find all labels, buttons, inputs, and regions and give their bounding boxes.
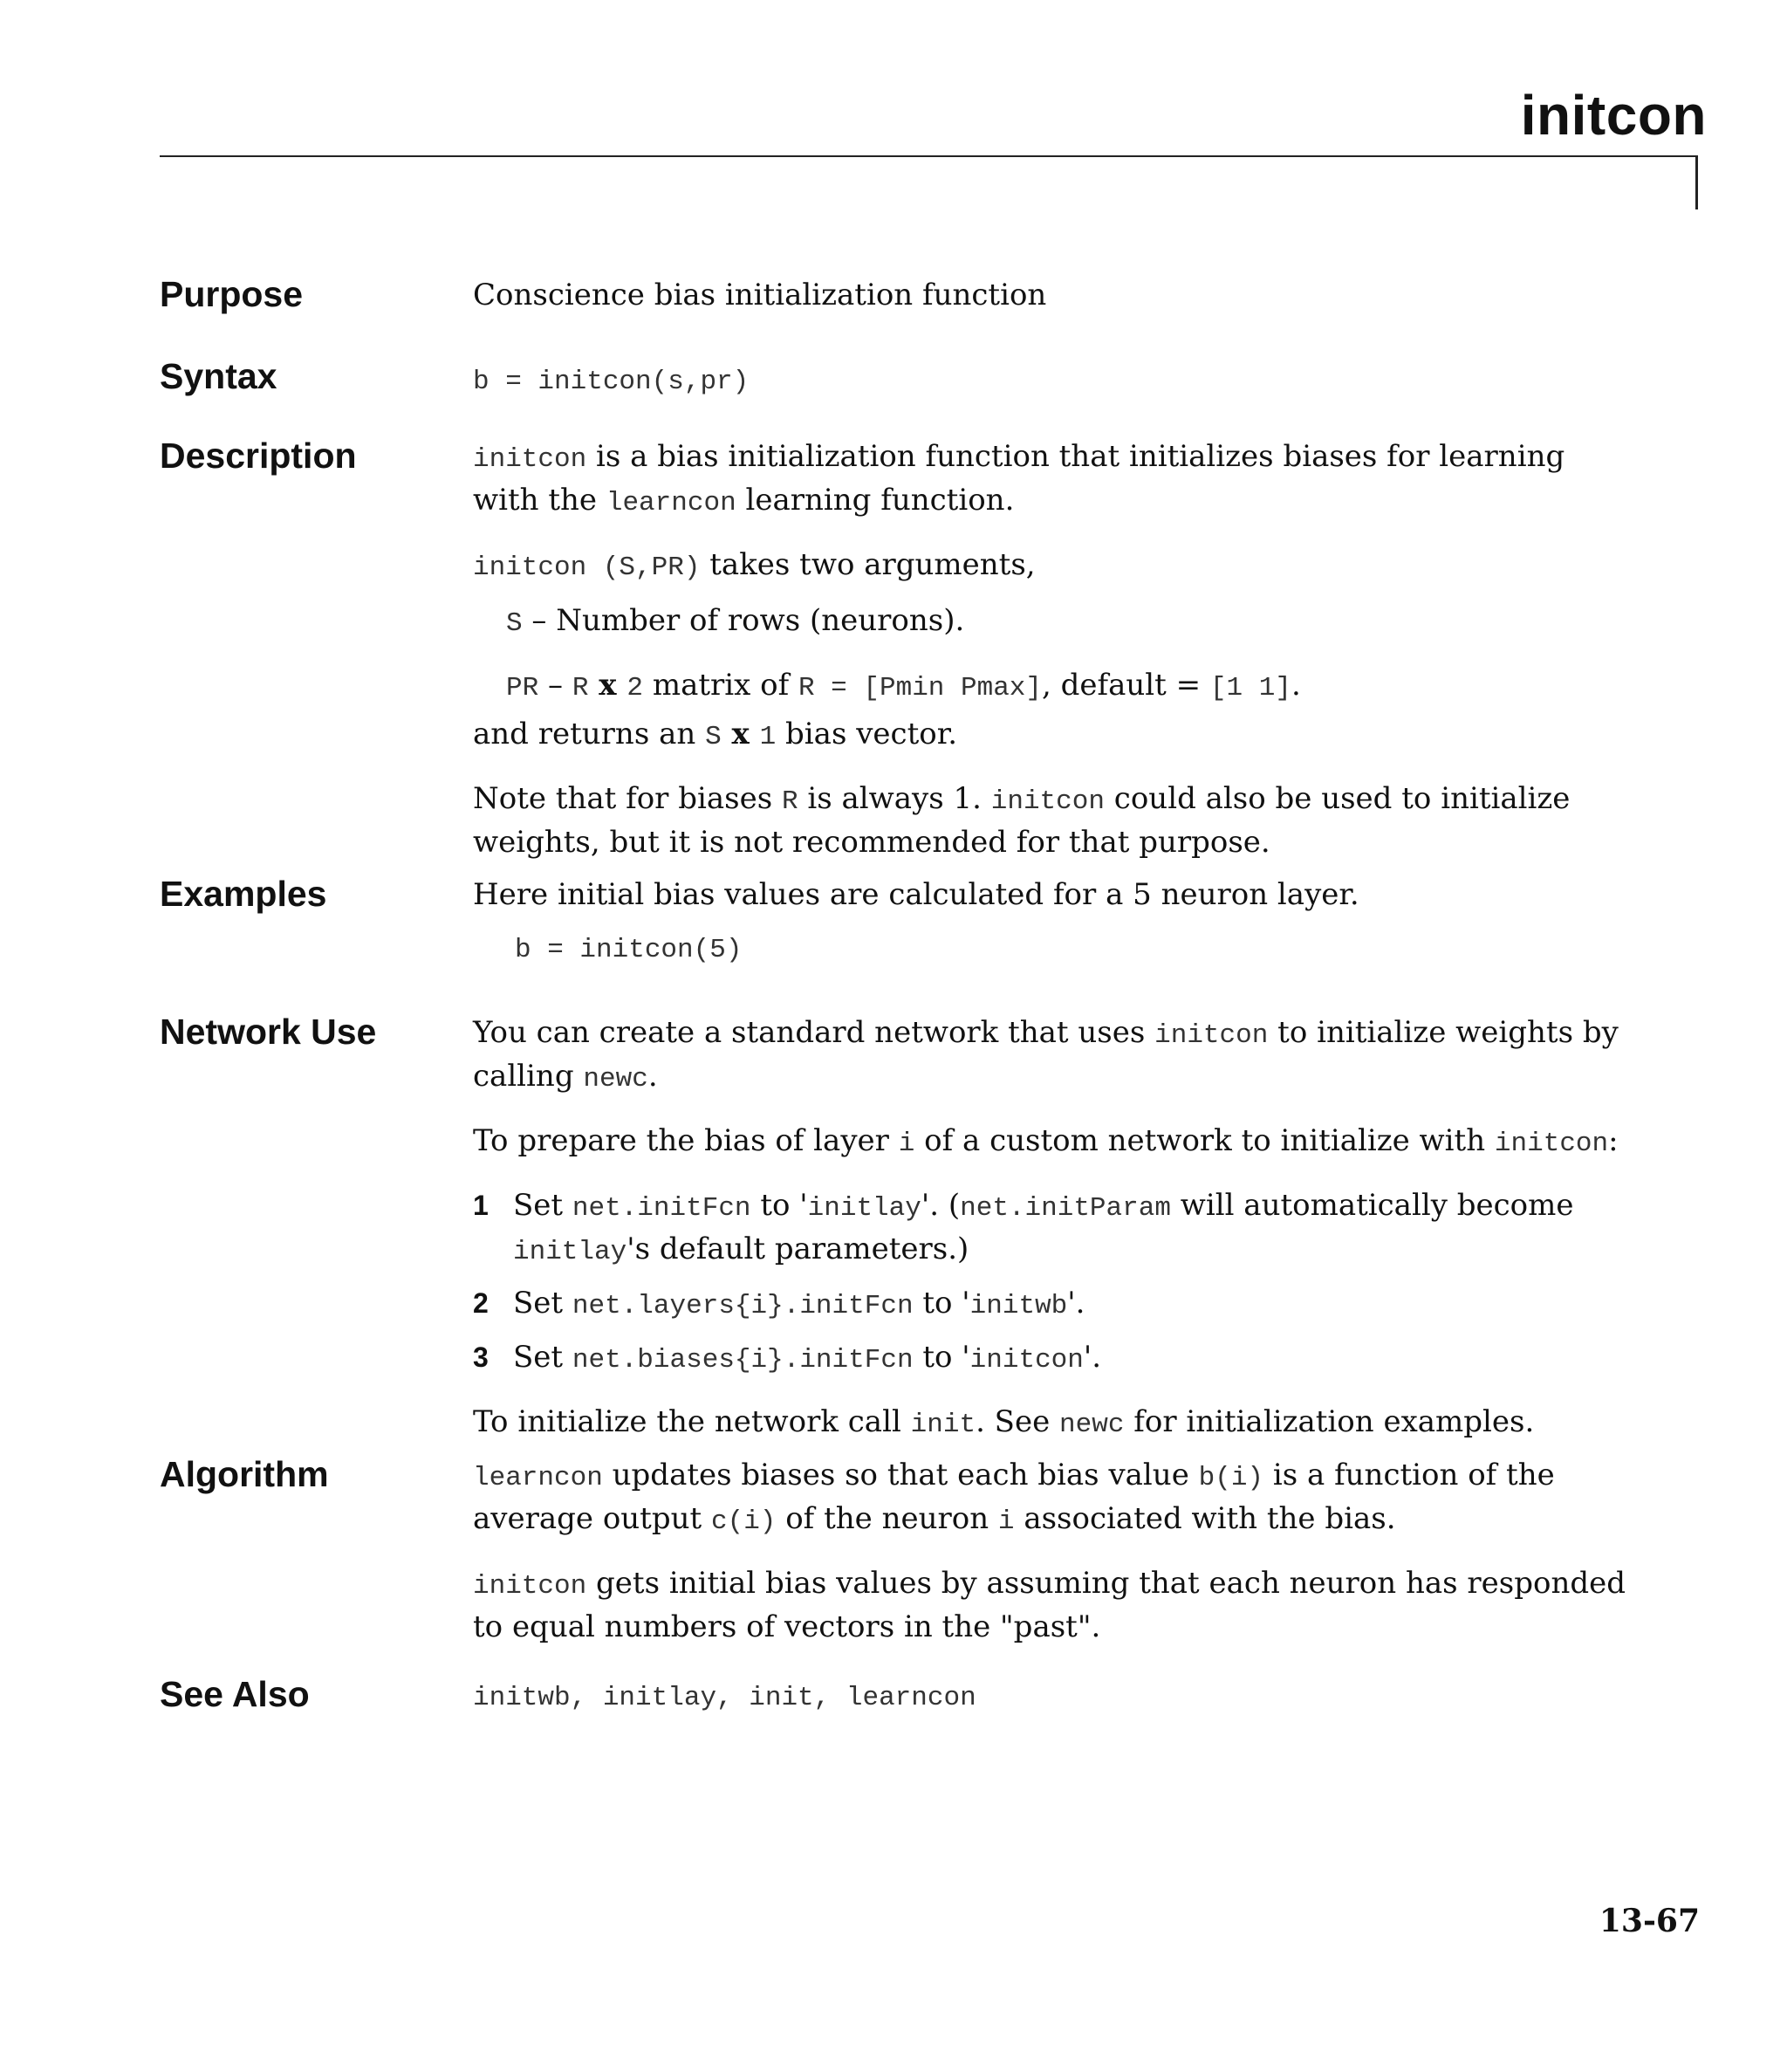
step-number: 1 — [473, 1190, 489, 1221]
inline-code: 2 — [626, 673, 644, 703]
inline-code: initcon (S,PR) — [473, 552, 701, 583]
inline-code: initcon — [473, 444, 587, 475]
algorithm-paragraph-1: learncon updates biases so that each bias value b(i) is a function of the average output c(i) of the neuron i associated with the bias. — [473, 1458, 1555, 1537]
page-number: 13-67 — [1599, 1903, 1700, 1939]
inline-code: newc — [1059, 1410, 1125, 1440]
examples-code: b = initcon(5) — [515, 935, 743, 965]
inline-code: initwb — [969, 1291, 1068, 1321]
inline-code: initcon — [990, 786, 1105, 817]
header-rule-tick — [1695, 155, 1698, 209]
inline-code: initlay — [513, 1237, 627, 1267]
section-label-see-also: See Also — [160, 1674, 310, 1714]
examples-body — [473, 875, 1633, 991]
examples-text: Here initial bias values are calculated for a 5 neuron layer. — [473, 877, 1359, 912]
inline-code: S — [506, 608, 523, 639]
inline-code: R = [Pmin Pmax] — [798, 673, 1043, 703]
syntax-body — [473, 362, 1633, 423]
description-paragraph-4: Note that for biases R is always 1. initcon could also be used to initialize weights, but it is not recommended for that purpose. — [473, 781, 1571, 860]
network-use-paragraph-2: To prepare the bias of layer i of a custom network to initialize with initcon: — [473, 1123, 1619, 1159]
inline-code: R — [572, 673, 589, 703]
inline-code: initcon — [1154, 1020, 1269, 1051]
section-label-purpose: Purpose — [160, 274, 304, 314]
inline-code: c(i) — [710, 1506, 777, 1537]
network-use-steps — [473, 1185, 1633, 1381]
inline-code: b(i) — [1198, 1463, 1264, 1493]
purpose-text: Conscience bias initialization function — [473, 278, 1047, 312]
list-item: 3 Set net.biases{i}.initFcn to 'initcon'. — [473, 1337, 1633, 1381]
inline-code: [1 1] — [1209, 673, 1291, 703]
inline-code: init — [910, 1410, 976, 1440]
inline-code: net.layers{i}.initFcn — [572, 1291, 914, 1321]
inline-code: net.initFcn — [572, 1193, 751, 1224]
inline-code: initcon — [969, 1345, 1084, 1376]
algorithm-paragraph-2: initcon gets initial bias values by assuming that each neuron has responded to equal numbers of vectors in the "past". — [473, 1566, 1626, 1644]
list-item: 1 Set net.initFcn to 'initlay'. (net.initParam will automatically become initlay's default parameters.) — [473, 1185, 1633, 1273]
inline-code: net.biases{i}.initFcn — [572, 1345, 914, 1376]
inline-code: learncon — [473, 1463, 603, 1493]
list-item: 2 Set net.layers{i}.initFcn to 'initwb'. — [473, 1283, 1633, 1327]
description-paragraph-3: and returns an S x 1 bias vector. — [473, 717, 958, 752]
network-use-paragraph-3: To initialize the network call init. See newc for initialization examples. — [473, 1404, 1535, 1440]
inline-code: learncon — [606, 488, 736, 518]
inline-code: PR — [506, 673, 539, 703]
inline-code: S — [705, 722, 722, 752]
section-label-syntax: Syntax — [160, 356, 277, 396]
network-use-body — [473, 1012, 1633, 1466]
section-label-examples: Examples — [160, 874, 327, 914]
argument-s: S – Number of rows (neurons). — [506, 603, 965, 639]
page-title: initcon — [1520, 84, 1707, 147]
inline-code: R — [781, 786, 798, 817]
inline-code: initcon — [1494, 1129, 1609, 1159]
description-paragraph-2: initcon (S,PR) takes two arguments, — [473, 547, 1036, 583]
header-rule — [160, 155, 1697, 157]
inline-code: initcon — [473, 1571, 587, 1602]
description-paragraph-1: initcon is a bias initialization function that initializes biases for learning with the learncon learning function. — [473, 439, 1565, 518]
see-also-body — [473, 1678, 1633, 1739]
section-label-network-use: Network Use — [160, 1012, 377, 1052]
section-label-description: Description — [160, 436, 357, 476]
inline-code: net.initParam — [960, 1193, 1171, 1224]
see-also-links: initwb, initlay, init, learncon — [473, 1683, 976, 1713]
inline-code: 1 — [759, 722, 777, 752]
step-number: 2 — [473, 1287, 489, 1319]
purpose-body — [473, 275, 1633, 336]
syntax-code: b = initcon(s,pr) — [473, 367, 750, 397]
inline-code: newc — [583, 1064, 648, 1094]
section-label-algorithm: Algorithm — [160, 1454, 329, 1494]
inline-code: initlay — [807, 1193, 921, 1224]
argument-pr: PR – R x 2 matrix of R = [Pmin Pmax], default = [1 1]. — [506, 668, 1301, 703]
inline-code: i — [898, 1129, 915, 1159]
algorithm-body — [473, 1455, 1633, 1668]
network-use-paragraph-1: You can create a standard network that uses initcon to initialize weights by calling newc. — [473, 1015, 1619, 1094]
description-body — [473, 436, 1633, 883]
step-number: 3 — [473, 1341, 489, 1373]
inline-code: i — [997, 1506, 1015, 1537]
